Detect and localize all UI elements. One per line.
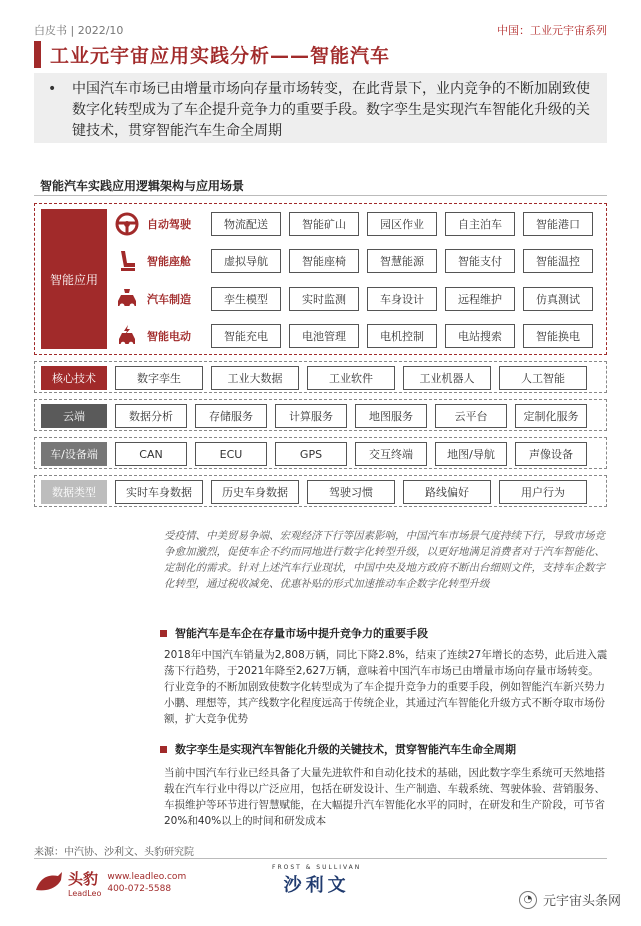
layer-cloud: [34, 399, 607, 431]
app-chip: 远程维护: [445, 287, 515, 311]
layer-chips: [115, 366, 595, 390]
layer-chips: [115, 404, 595, 428]
app-row-name: 自动驾驶: [147, 218, 191, 231]
app-chip: 智能座椅: [289, 249, 359, 273]
header-right: 中国：工业元宇宙系列: [497, 24, 607, 37]
summary-bullet: •: [48, 81, 57, 97]
ev-charging-icon: [113, 323, 141, 349]
layer-core-tech: [34, 361, 607, 393]
layer-chip: GPS: [275, 442, 347, 466]
app-chip: 车身设计: [367, 287, 437, 311]
app-row-autonomous: [113, 211, 593, 237]
section-heading-text: 智能汽车是车企在存量市场中提升竞争力的重要手段: [175, 627, 428, 640]
app-chip: 孪生模型: [211, 287, 281, 311]
app-chip: 仿真测试: [523, 287, 593, 311]
smart-application-label: 智能应用: [41, 209, 107, 349]
section-paragraph-2: 当前中国汽车行业已经具备了大量先进软件和自动化技术的基础，因此数字孪生系统可天然地搭载在汽车行业中得以广泛应用，包括在研发设计、生产制造、车载系统、驾驶体验、营销服务、车损维护等环节进行智慧赋能，在大幅提升汽车智能化水平的同时，在研发和生产阶段，可节省20%和40%以上的时间和研发成本: [164, 767, 605, 827]
layer-label: 云端: [41, 404, 107, 428]
summary-box: [34, 73, 607, 143]
app-row-electric: [113, 323, 593, 349]
section-heading-2: [160, 741, 516, 757]
layer-chip: 人工智能: [499, 366, 587, 390]
layer-chip: 计算服务: [275, 404, 347, 428]
source-note: 来源：中汽协、沙利文、头豹研究院: [34, 847, 194, 858]
steering-wheel-icon: [113, 211, 141, 237]
leadleo-logo: [34, 868, 186, 898]
layer-chip: 驾驶习惯: [307, 480, 395, 504]
layer-device: [34, 437, 607, 469]
footer-divider: [34, 858, 607, 859]
app-chip: 园区作业: [367, 212, 437, 236]
layer-chip: 历史车身数据: [211, 480, 299, 504]
layer-chips: [115, 442, 595, 466]
layer-chip: 存储服务: [195, 404, 267, 428]
layer-chip: 云平台: [435, 404, 507, 428]
car-wrench-icon: [113, 286, 141, 312]
layer-chips: [115, 480, 595, 504]
leadleo-sub: LeadLeo: [68, 889, 102, 898]
diagram-subtitle: 智能汽车实践应用逻辑架构与应用场景: [40, 179, 245, 193]
title-accent-bar: [34, 41, 41, 68]
layer-chip: ECU: [195, 442, 267, 466]
layer-chip: 数据分析: [115, 404, 187, 428]
wechat-icon: ◔: [519, 891, 537, 909]
leadleo-web: www.leadleo.com: [107, 872, 187, 882]
layer-chip: 交互终端: [355, 442, 427, 466]
app-chip: 智能港口: [523, 212, 593, 236]
fs-english: FROST & SULLIVAN: [272, 864, 362, 871]
app-row-name: 智能电动: [147, 330, 191, 343]
section-heading-1: [160, 625, 428, 641]
watermark: [519, 890, 621, 909]
layer-label: 数据类型: [41, 480, 107, 504]
car-seat-icon: [113, 248, 141, 274]
app-chip: 电机控制: [367, 324, 437, 348]
smart-application-block: [34, 203, 607, 355]
section-marker: [160, 746, 167, 753]
layer-chip: 数字孪生: [115, 366, 203, 390]
intro-paragraph: 受疫情、中美贸易争端、宏观经济下行等因素影响，中国汽车市场景气度持续下行，导致市场竞争愈加激烈，促使车企不约而同地进行数字化转型升级，以更好地满足消费者对于汽车智能化、定制化的需求。针对上述汽车行业现状，中国中央及地方政府不断出台细则文件，支持车企数字化转型，通过税收减免、优惠补贴的形式加速推动车企数字化转型升级: [164, 530, 605, 590]
app-row-manufacturing: [113, 286, 593, 312]
layer-chip: 路线偏好: [403, 480, 491, 504]
section-heading-text: 数字孪生是实现汽车智能化升级的关键技术，贯穿智能汽车生命全周期: [175, 743, 516, 756]
leadleo-contact: [107, 871, 186, 895]
app-chip: 智慧能源: [367, 249, 437, 273]
layer-data-type: [34, 475, 607, 507]
layer-chip: 工业软件: [307, 366, 395, 390]
app-row-cockpit: [113, 248, 593, 274]
layer-chip: 定制化服务: [515, 404, 587, 428]
app-row-name: 智能座舱: [147, 255, 191, 268]
app-chip: 智能换电: [523, 324, 593, 348]
app-chip: 智能矿山: [289, 212, 359, 236]
section-marker: [160, 630, 167, 637]
leadleo-phone: 400-072-5588: [107, 884, 172, 894]
layer-chip: 地图/导航: [435, 442, 507, 466]
layer-chip: 工业大数据: [211, 366, 299, 390]
layer-chip: CAN: [115, 442, 187, 466]
app-chip: 智能支付: [445, 249, 515, 273]
subtitle-divider: [34, 195, 607, 196]
layer-chip: 实时车身数据: [115, 480, 203, 504]
layer-chip: 声像设备: [515, 442, 587, 466]
leopard-icon: [34, 868, 64, 898]
frost-sullivan-logo: [272, 864, 361, 897]
layer-label: 车/设备端: [41, 442, 107, 466]
app-chip: 智能温控: [523, 249, 593, 273]
app-chip: 智能充电: [211, 324, 281, 348]
leadleo-name: 头豹: [68, 870, 99, 888]
layer-label: 核心技术: [41, 366, 107, 390]
page-title: 工业元宇宙应用实践分析——智能汽车: [50, 45, 391, 67]
layer-chip: 工业机器人: [403, 366, 491, 390]
layer-chip: 用户行为: [499, 480, 587, 504]
app-chip: 物流配送: [211, 212, 281, 236]
fs-chinese: 沙利文: [283, 875, 350, 896]
layer-chip: 地图服务: [355, 404, 427, 428]
app-chip: 电站搜索: [445, 324, 515, 348]
app-chip: 自主泊车: [445, 212, 515, 236]
summary-text: 中国汽车市场已由增量市场向存量市场转变，在此背景下，业内竞争的不断加剧致使数字化转型成为了车企提升竞争力的重要手段。数字孪生是实现汽车智能化升级的关键技术，贯穿智能汽车生命全周期: [72, 81, 590, 139]
watermark-text: 元宇宙头条网: [542, 894, 621, 909]
app-row-name: 汽车制造: [147, 293, 191, 306]
app-chip: 虚拟导航: [211, 249, 281, 273]
app-chip: 实时监测: [289, 287, 359, 311]
app-chip: 电池管理: [289, 324, 359, 348]
section-paragraph-1: 2018年中国汽车销量为2,808万辆，同比下降2.8%，结束了连续27年增长的态势，此后进入震荡下行趋势，于2021年降至2,627万辆，意味着中国汽车市场已由增量市场向存量市场转变。行业竞争的不断加剧致使数字化转型成为了车企提升竞争力的重要手段，例如智能汽车新兴势力小鹏、理想等，其产线数字化程度远高于传统企业，其通过汽车智能化升级方式不断夺取市场份额，扩大竞争优势: [164, 649, 608, 725]
header-left: 白皮书 | 2022/10: [34, 24, 124, 37]
